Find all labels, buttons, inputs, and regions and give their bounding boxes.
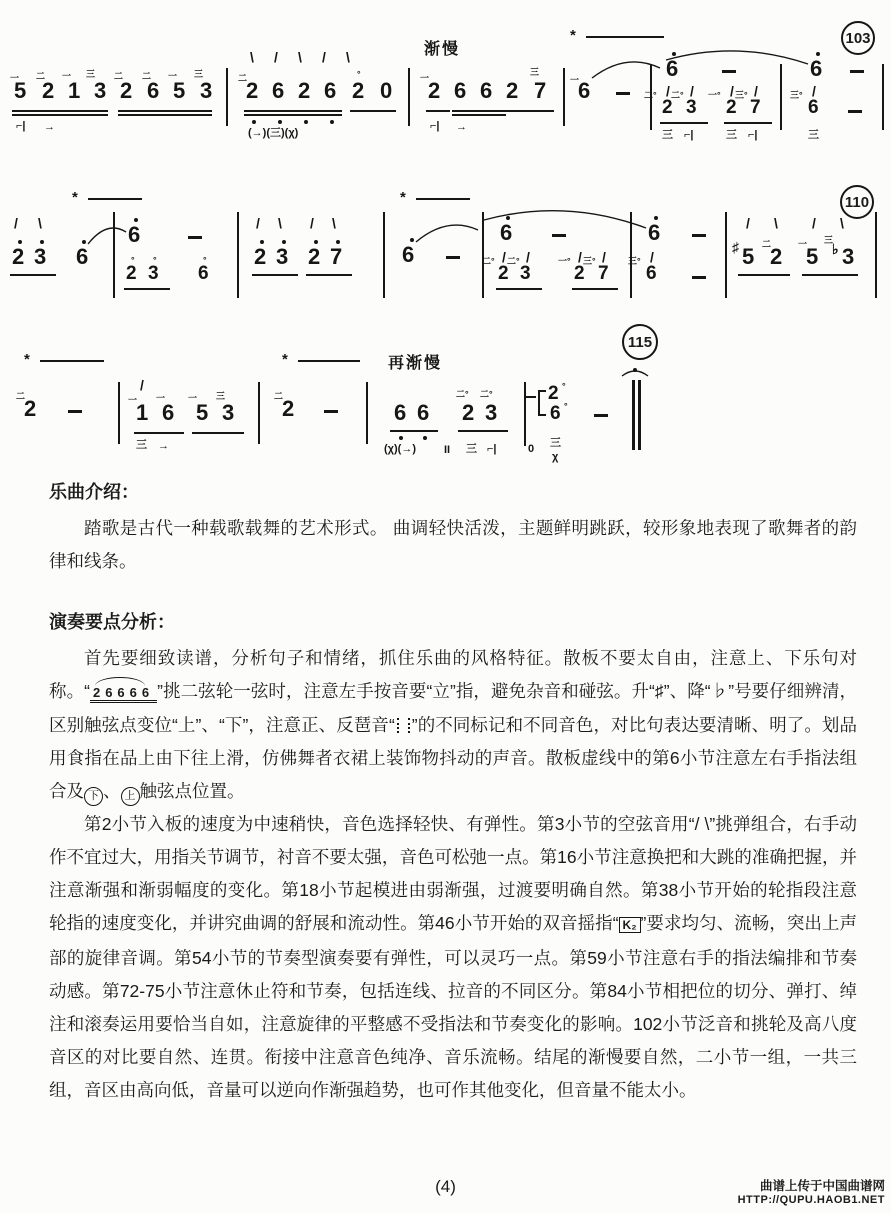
score-note: 6 [500, 220, 513, 245]
beam-line [118, 114, 212, 116]
string-mark: 一° [558, 256, 571, 266]
score-note: 6 [648, 220, 661, 245]
slur [666, 51, 808, 64]
watermark-site-name: 曲谱上传于中国曲谱网 [759, 1178, 885, 1193]
section-heading-intro: 乐曲介绍： [49, 482, 139, 502]
beam-line [12, 110, 108, 112]
barline [875, 212, 877, 298]
beam-line [244, 114, 342, 116]
beam-line [118, 110, 212, 112]
string-mark: 一 [168, 71, 178, 81]
score-note: 5 [806, 244, 819, 269]
stroke-mark: / [274, 49, 278, 65]
barline [630, 212, 632, 298]
score-note: 2 [352, 78, 365, 103]
string-mark: 三 [530, 67, 540, 77]
barline [538, 390, 540, 416]
string-mark: ° [562, 381, 566, 391]
stroke-mark: / [578, 249, 582, 265]
score-note: 2 [126, 263, 137, 284]
stroke-mark: / [730, 83, 734, 99]
score-note: 3 [94, 78, 107, 103]
stroke-mark: / [256, 215, 260, 231]
score-note: 5 [196, 400, 209, 425]
beam-line [188, 236, 202, 239]
barline [237, 212, 239, 298]
score-note: 3 [148, 263, 159, 284]
beam-line [324, 410, 338, 413]
score-note: 3 [276, 244, 289, 269]
beam-line [446, 256, 460, 259]
paragraph: 踏歌是古代一种载歌载舞的艺术形式。 曲调轻快活泼，主题鲜明跳跃，较形象地表现了歌舞者的韵律和线条。 [49, 518, 857, 571]
finger-mark: ⌐| [684, 129, 694, 141]
barline [366, 382, 368, 444]
stroke-mark: / [322, 49, 326, 65]
beam-line [692, 234, 706, 237]
slur [416, 225, 478, 242]
score-note: 3 [34, 244, 47, 269]
string-mark: 三° [583, 256, 596, 266]
slur [88, 228, 126, 244]
barline [383, 212, 385, 298]
beam-line [298, 360, 360, 362]
score-note: 3 [842, 244, 855, 269]
beam-line [134, 432, 184, 434]
octave-dot [252, 120, 256, 124]
finger-mark: 三 [466, 443, 477, 455]
string-mark: ° [203, 255, 207, 265]
score-note: 6 [454, 78, 467, 103]
string-mark: 二 [36, 71, 46, 81]
score-note: 2 [24, 396, 37, 421]
score-note: 6 [808, 97, 819, 118]
octave-dot [423, 436, 427, 440]
stroke-mark: ♭ [832, 241, 839, 257]
string-mark: 二 [762, 239, 772, 249]
score-note: 2 [298, 78, 311, 103]
beam-line [88, 198, 142, 200]
finger-mark: 三 [726, 129, 737, 141]
beam-line [452, 110, 506, 112]
harmonic-mark: * [570, 27, 576, 44]
string-mark: 三 [824, 235, 834, 245]
barline [780, 64, 782, 130]
notes-column [49, 478, 857, 1107]
stroke-mark: / [666, 83, 670, 99]
score-note: 2 [548, 383, 559, 404]
inline-notation: 26666 [90, 685, 157, 703]
finger-mark: ⌐| [748, 129, 758, 141]
finger-mark: 0 [528, 443, 535, 455]
string-mark: ° [131, 255, 135, 265]
barline [563, 68, 565, 126]
string-mark: ° [153, 255, 157, 265]
octave-dot [278, 120, 282, 124]
barline [118, 382, 120, 444]
score-note: 6 [480, 78, 493, 103]
finger-mark: (→)(三)(χ) [248, 127, 299, 139]
string-mark: 二 [114, 71, 124, 81]
beam-line [452, 114, 506, 116]
string-mark: 二° [482, 256, 495, 266]
string-mark: 一 [798, 239, 808, 249]
beam-line [504, 110, 554, 112]
score-note: 6 [76, 244, 89, 269]
score-note: 1 [68, 78, 81, 103]
harmonic-mark: * [400, 189, 406, 206]
score-note: 3 [520, 263, 531, 284]
string-mark: 三 [216, 391, 226, 401]
finger-mark: ⌐| [430, 120, 440, 132]
string-mark: 一 [420, 73, 430, 83]
string-mark: 三 [194, 69, 204, 79]
score-note: 5 [173, 78, 186, 103]
score-note: 0 [380, 78, 393, 103]
score-note: 7 [534, 78, 547, 103]
score-note: 2 [428, 78, 441, 103]
score-note: 2 [726, 97, 737, 118]
circled-char: 下 [84, 787, 103, 806]
score-note: 6 [198, 263, 209, 284]
octave-dot [399, 436, 403, 440]
string-mark: 一 [128, 395, 138, 405]
measure-number: 115 [622, 324, 658, 360]
string-mark: 三° [735, 90, 748, 100]
score-note: 6 [162, 400, 175, 425]
score-note: 2 [574, 263, 585, 284]
beam-line [426, 110, 450, 112]
stroke-mark: / [502, 249, 506, 265]
score-note: 6 [324, 78, 337, 103]
harmonic-mark: * [72, 189, 78, 206]
score-note: 2 [282, 396, 295, 421]
string-mark: 三° [790, 90, 803, 100]
beam-line [40, 360, 104, 362]
beam-line [616, 92, 630, 95]
barline [113, 212, 115, 298]
score-note: 2 [308, 244, 321, 269]
score-note: 5 [742, 244, 755, 269]
finger-mark: ⌐| [16, 120, 26, 132]
circled-char: 上 [121, 787, 140, 806]
string-mark: 一 [156, 393, 166, 403]
finger-mark: 三 [550, 437, 561, 449]
stroke-mark: / [746, 215, 750, 231]
stroke-mark: \ [332, 215, 336, 231]
score-note: 2 [662, 97, 673, 118]
score-note: 2 [498, 263, 509, 284]
beam-line [738, 274, 790, 276]
beam-line [724, 122, 772, 124]
score-note: 1 [136, 400, 149, 425]
string-mark: 二 [142, 71, 152, 81]
string-mark: 一 [10, 73, 20, 83]
stroke-mark: / [140, 377, 144, 393]
stroke-mark: / [812, 83, 816, 99]
stroke-mark: \ [38, 215, 42, 231]
string-mark: ° [357, 69, 361, 79]
score-note: 6 [666, 56, 679, 81]
barline [408, 68, 410, 126]
finger-mark: II [444, 444, 451, 456]
beam-line [458, 430, 508, 432]
beam-line [252, 274, 298, 276]
beam-line [244, 110, 342, 112]
beam-line [124, 288, 170, 290]
finger-mark: χ [552, 451, 559, 463]
score-note: 2 [254, 244, 267, 269]
score-note: 7 [598, 263, 609, 284]
tempo-mark: 再渐慢 [388, 355, 443, 372]
stroke-mark: / [650, 249, 654, 265]
octave-dot [633, 368, 637, 372]
string-mark: 一 [188, 393, 198, 403]
octave-dot [330, 120, 334, 124]
finger-mark: → [158, 440, 169, 452]
string-mark: 一 [570, 75, 580, 85]
tremolo-box-symbol: K₂ [619, 917, 641, 933]
paragraph: 首先要细致读谱，分析句子和情绪，抓住乐曲的风格特征。散板不要太自由，注意上、下乐句对称。“ 26666 ”挑二弦轮一弦时，注意左手按音要“立”指，避免杂音和碰弦。升“♯”、降“♭”号要仔细辨清，区别触弦点变位“上”、“下”，注意正、反琶音“ ”的不同标记和不同音色，对比句表达要清晰、明了。划品用食指在品上由下往上滑，仿佛舞者衣裙上装饰物抖动的声音。散板虚线中的第6小节注意左右手指法组合及 下 、 上 触弦点位置。 [49, 642, 857, 808]
measure-number: 103 [841, 21, 875, 55]
beam-line [306, 274, 352, 276]
string-mark: 二 [16, 391, 26, 401]
score-note: 2 [506, 78, 519, 103]
beam-line [692, 276, 706, 279]
octave-dot [304, 120, 308, 124]
score-note: 5 [14, 78, 27, 103]
stroke-mark: / [690, 83, 694, 99]
stroke-mark: / [14, 215, 18, 231]
score-note: 6 [550, 403, 561, 424]
beam-line [416, 198, 470, 200]
paragraph: 第2小节入板的速度为中速稍快，音色选择轻快、有弹性。第3小节的空弦音用“/ \”挑弹组合，右手动作不宜过大，用指关节调节，衬音不要太强，音色可松弛一点。第16小节注意换把和大跳的准确把握，并注意渐强和渐弱幅度的变化。第18小节起模进由弱渐强，过渡要明确自然。第38小节开始的轮指段注意轮指的速度变化，并讲究曲调的舒展和流动性。第46小节开始的双音摇指“ K₂ ”要求均匀、流畅，突出上声部的旋律音调。第54小节的节奏型演奏要有弹性，可以灵巧一点。第59小节注意右手的指法编排和节奏动感。第72-75小节注意休止符和节奏，包括连线、拉音的不同区分。第84小节相把位的切分、弹打、绰注和滚奏运用要恰当自如，注意旋律的平整感不受指法和节奏变化的影响。102小节泛音和挑轮及高八度音区的对比要自然、连贯。衔接中注意音色纯净、音乐流畅。结尾的渐慢要自然，二小节一组，一共三组，音区由高向低，音量可以逆向作渐强趋势，也可作其他变化，但音量不能太小。 [49, 814, 858, 1100]
string-mark: 三 [86, 69, 96, 79]
section-heading-analysis: 演奏要点分析： [49, 612, 175, 632]
beam-line [350, 110, 396, 112]
string-mark: 二 [238, 73, 248, 83]
score-note: 3 [686, 97, 697, 118]
string-mark: 二 [274, 391, 284, 401]
string-mark: 三° [628, 256, 641, 266]
score-note: 2 [12, 244, 25, 269]
finger-mark: (χ)(→) [384, 443, 416, 455]
score-note: 3 [200, 78, 213, 103]
score-note: 3 [222, 400, 235, 425]
stroke-mark: / [812, 215, 816, 231]
beam-line [722, 70, 736, 73]
stroke-mark: / [310, 215, 314, 231]
watermark-url: HTTP://QUPU.HAOB1.NET [737, 1194, 885, 1207]
stroke-mark: ♯ [732, 239, 739, 255]
beam-line [552, 234, 566, 237]
barline [258, 382, 260, 444]
stroke-mark: \ [298, 49, 302, 65]
harmonic-mark: * [24, 351, 30, 368]
beam-line [850, 70, 864, 73]
score-note: 6 [578, 78, 591, 103]
barline [482, 212, 484, 298]
barline [725, 212, 727, 298]
barline [638, 380, 641, 450]
score-area [0, 0, 891, 475]
beam-line [390, 430, 438, 432]
stroke-mark: / [754, 83, 758, 99]
finger-mark: 三 [136, 439, 147, 451]
beam-line [572, 288, 618, 290]
string-mark: 二° [456, 389, 469, 399]
beam-line [526, 396, 536, 398]
score-note: 2 [246, 78, 259, 103]
beam-line [802, 274, 858, 276]
stroke-mark: \ [346, 49, 350, 65]
string-mark: 一 [62, 71, 72, 81]
string-mark: 一° [708, 90, 721, 100]
page-number: (4) [435, 1177, 456, 1196]
measure-number: 110 [840, 185, 874, 219]
finger-mark: 三 [808, 129, 819, 141]
barline [524, 382, 526, 446]
tempo-mark: 渐慢 [424, 41, 461, 58]
score-note: 7 [750, 97, 761, 118]
beam-line [496, 288, 542, 290]
beam-line [594, 414, 608, 417]
score-note: 6 [810, 56, 823, 81]
barline [226, 68, 228, 126]
score-note: 6 [646, 263, 657, 284]
score-note: 6 [402, 242, 415, 267]
arpeggio-symbol [397, 718, 410, 733]
score-note: 2 [42, 78, 55, 103]
finger-mark: → [456, 121, 467, 133]
stroke-mark: \ [774, 215, 778, 231]
score-note: 6 [147, 78, 160, 103]
score-note: 7 [330, 244, 343, 269]
score-note: 2 [770, 244, 783, 269]
string-mark: 二° [507, 256, 520, 266]
string-mark: 二° [671, 90, 684, 100]
barline [632, 380, 635, 450]
string-mark: 二° [480, 389, 493, 399]
harmonic-mark: * [282, 351, 288, 368]
finger-mark: 三 [662, 129, 673, 141]
finger-mark: ⌐| [487, 443, 497, 455]
string-mark: 二° [644, 90, 657, 100]
score-note: 6 [394, 400, 407, 425]
beam-line [538, 414, 546, 416]
stroke-mark: / [602, 249, 606, 265]
beam-line [12, 114, 108, 116]
stroke-mark: / [526, 249, 530, 265]
score-note: 6 [417, 400, 430, 425]
score-note: 2 [120, 78, 133, 103]
watermark [738, 1179, 885, 1208]
stroke-mark: \ [840, 215, 844, 231]
beam-line [848, 110, 862, 113]
stroke-mark: \ [250, 49, 254, 65]
beam-line [660, 122, 708, 124]
beam-line [192, 432, 244, 434]
score-note: 2 [462, 400, 475, 425]
beam-line [586, 36, 664, 38]
beam-line [68, 410, 82, 413]
beam-line [538, 390, 546, 392]
score-note: 3 [485, 400, 498, 425]
string-mark: ° [564, 401, 568, 411]
beam-line [10, 274, 56, 276]
finger-mark: → [44, 121, 55, 133]
stroke-mark: \ [278, 215, 282, 231]
score-note: 6 [128, 222, 141, 247]
barline [882, 64, 884, 130]
score-note: 6 [272, 78, 285, 103]
